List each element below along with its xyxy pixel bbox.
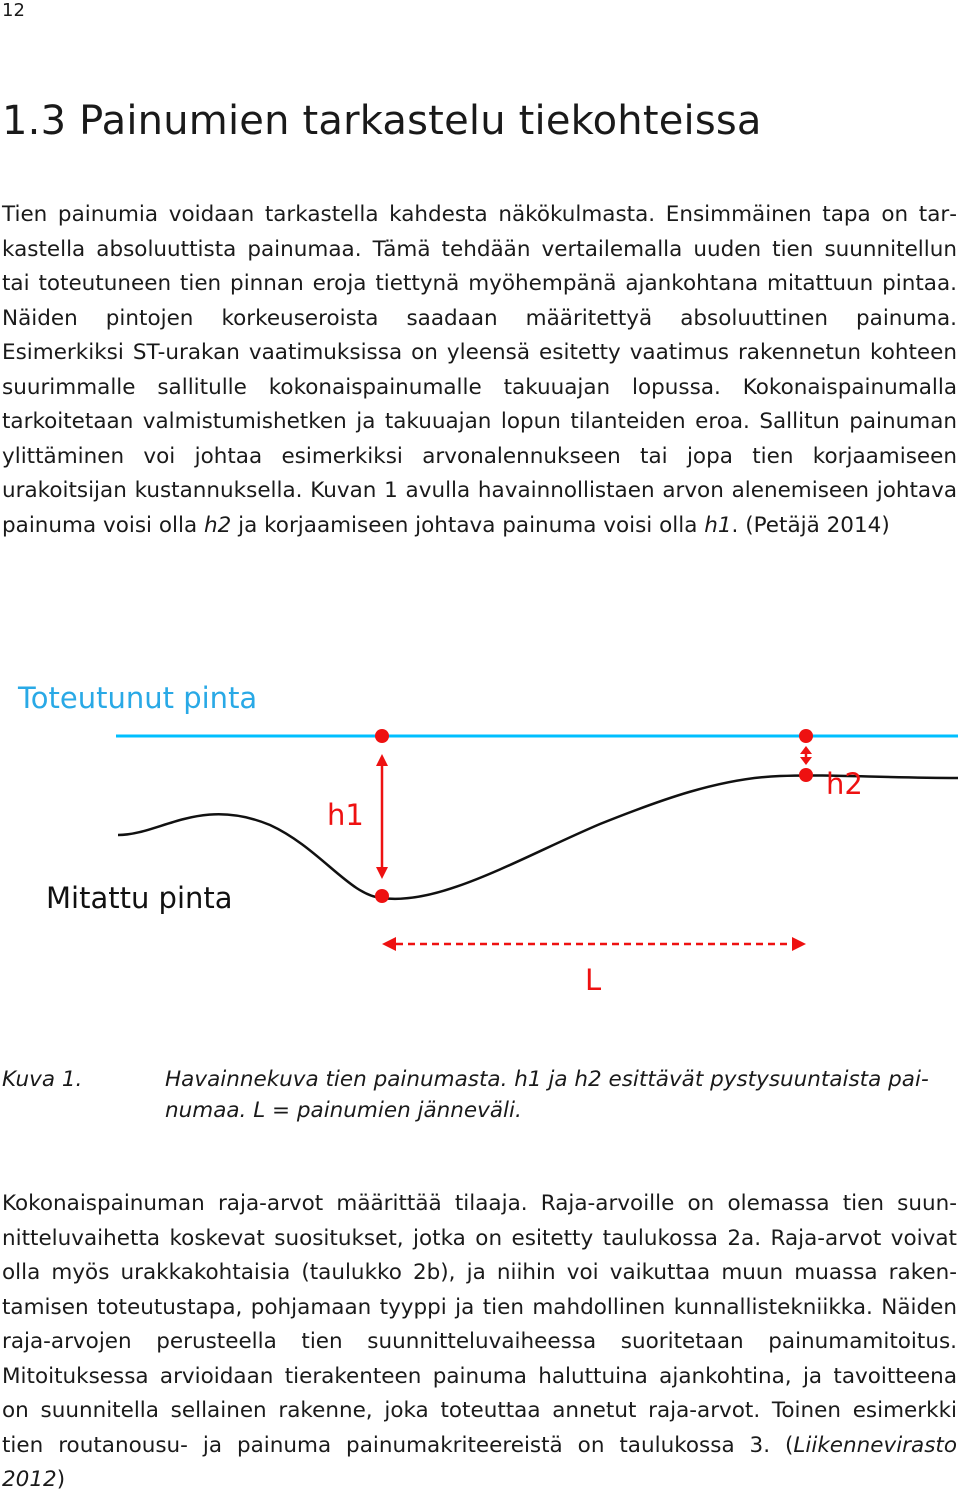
span-arrow-right-head: [792, 937, 806, 951]
paragraph-intro: [2, 198, 957, 543]
caption-label: Kuva 1.: [2, 1067, 83, 1092]
settlement-diagram-svg: [0, 660, 960, 1020]
paragraph-intro-mid: ja korjaamiseen johtava painuma voisi olla: [231, 512, 705, 538]
section-heading: 1.3 Painumien tarkastelu tiekohteissa: [2, 98, 762, 144]
label-h2: h2: [826, 767, 863, 801]
paragraph-limits: Kokonaispainuman raja-arvot määrittää tilaaja. Raja-arvoille on olemassa tien suunnitteluvaihetta koskevat suositukset, jotka on esitetty taulukossa 2a. Raja-arvot voivat olla myös urakkakohtaisia (taulukko 2b), ja niihin voi vaikuttaa muun muassa rakentamisen toteutustapa, pohjamaan tyyppi ja tien mahdollinen kunnallistekniikka. Näiden raja-arvojen perusteella tien suunnitteluvaiheessa suoritetaan painumamitoitus. Mitoituksessa arvioidaan tierakenteen painuma haluttuina ajankohtina, ja tavoitteena on suunnitella sellainen rakenne, joka toteuttaa annetut raja-arvot. Toinen esimerkki tien routanousu- ja painuma painumakriteereistä on taulukossa 3. (Liikennevirasto 2012): [2, 1191, 957, 1492]
marker-h2-bottom: [799, 768, 813, 782]
ref-h2: h2: [203, 512, 232, 538]
ref-h1: h1: [704, 512, 732, 538]
paragraph-intro-end: . (Petäjä 2014): [731, 512, 890, 538]
marker-h2-top: [799, 729, 813, 743]
page-number: 12: [2, 0, 25, 21]
arrow-h2-down-head: [800, 757, 812, 765]
figure-settlement-diagram: [0, 660, 960, 1020]
marker-h1-bottom: [375, 889, 389, 903]
label-h1: h1: [327, 798, 364, 832]
arrow-h2-up-head: [800, 746, 812, 754]
marker-h1-top: [375, 729, 389, 743]
paragraph-limits-citation: Liikennevirasto 2012: [2, 1432, 957, 1492]
caption-text: Havainnekuva tien painumasta. h1 ja h2 esittävät pystysuuntaista painumaa. L = painumien jänneväli.: [165, 1067, 929, 1123]
paragraph-intro-text: Tien painumia voidaan tarkastella kahdesta näkökulmasta. Ensimmäinen tapa on tarkastella absoluuttista painumaa. Tämä tehdään vertailemalla uuden tien suunnitellun tai toteutuneen tien pinnan eroja tiettynä myöhempänä ajankohtana mitattuun pintaa. Näiden pintojen korkeuseroista saadaan määritettyä absoluuttinen painuma. Esimerkiksi ST-urakan vaatimuksissa on yleensä esitetty vaatimus rakennetun kohteen suurimmalle sallitulle kokonaispainumalle takuuajan lopussa. Kokonaispainumalla tarkoitetaan valmistumishetken ja takuuajan lopun tilanteiden eroa. Sallitun painuman ylittäminen voi johtaa esimerkiksi arvonalennukseen tai jopa tien korjaamiseen urakoitsijan kustannuksella. Kuvan 1 avulla havainnollistaen arvon alenemiseen johtava painuma voisi olla: [2, 202, 957, 538]
label-measured-surface: Mitattu pinta: [46, 881, 233, 915]
label-top-surface: Toteutunut pinta: [18, 681, 258, 715]
paragraph-limits-text: Kokonaispainuman raja-arvot määrittää tilaaja. Raja-arvoille on olemassa tien suunnitteluvaihetta koskevat suositukset, jotka on esitetty taulukossa 2a. Raja-arvot voivat olla myös urakkakohtaisia (taulukko 2b), ja niihin voi vaikuttaa muun muassa rakentamisen toteutustapa, pohjamaan tyyppi ja tien mahdollinen kunnallistekniikka. Näiden raja-arvojen perusteella tien suunnitteluvaiheessa suoritetaan painumamitoitus. Mitoituksessa arvioidaan tierakenteen painuma haluttuina ajankohtina, ja tavoitteena on suunnitella sellainen rakenne, joka toteuttaa annetut raja-arvot. Toinen esimerkki tien routanousu- ja painuma painumakriteereistä on taulukossa 3.: [2, 1191, 957, 1458]
label-L: L: [585, 963, 602, 997]
span-arrow-left-head: [382, 937, 396, 951]
